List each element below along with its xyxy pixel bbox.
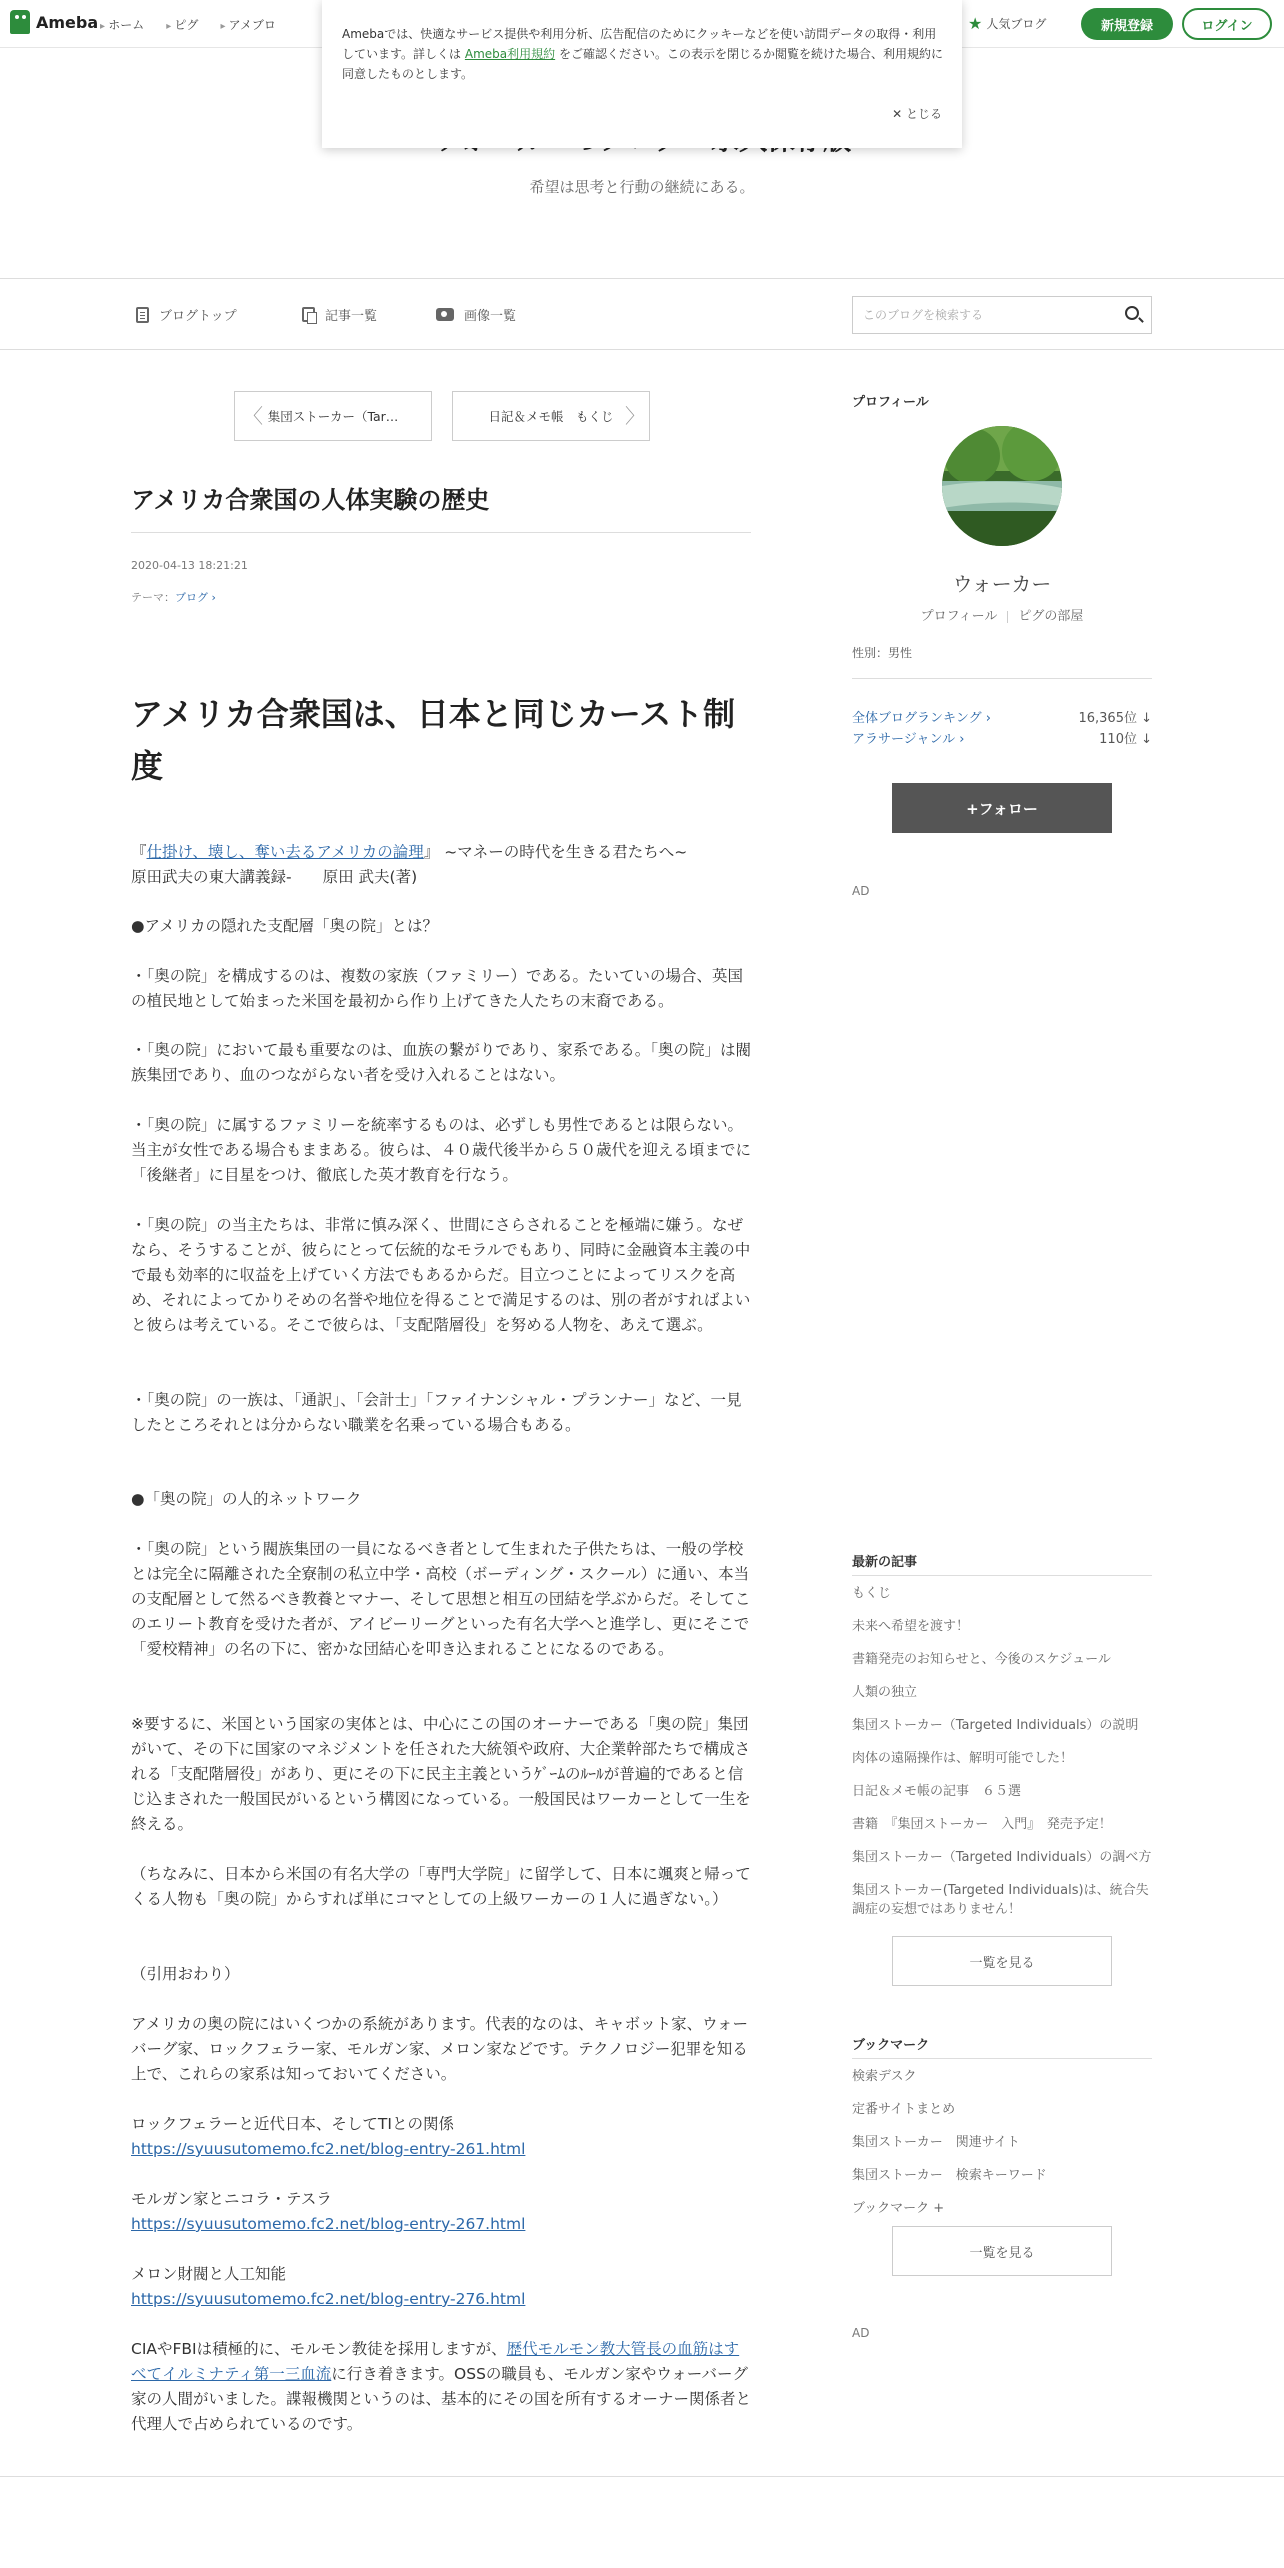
divider: [852, 2058, 1152, 2059]
bookmark-link[interactable]: 集団ストーカー 検索キーワード: [852, 2168, 1047, 2183]
bookmark-link[interactable]: 定番サイトまとめ: [852, 2102, 956, 2117]
reference-title: モルガン家とニコラ・テスラ: [131, 2190, 332, 2208]
article-list-link[interactable]: [302, 305, 377, 324]
paragraph: （引用おわり）: [131, 1965, 240, 1983]
book-link[interactable]: 仕掛け、壊し、奪い去るアメリカの論理: [146, 843, 424, 861]
recent-article-link[interactable]: 未来へ希望を渡す！: [852, 1619, 970, 1634]
terms-link[interactable]: Ameba利用規約: [464, 47, 556, 61]
search-icon[interactable]: [1125, 306, 1139, 320]
next-article-label: 日記＆メモ帳 もくじ: [488, 409, 614, 424]
reference-link[interactable]: https://syuusutomemo.fc2.net/blog-entry-276.html: [131, 2290, 526, 2308]
ranking-overall-link[interactable]: 全体ブログランキング ›: [852, 711, 991, 726]
paragraph: （ちなみに、日本から米国の有名大学の「専門大学院」に留学して、日本に颯爽と帰ってくる人物も「奥の院」からすれば単にコマとしての上級ワーカーの１人に過ぎない。）: [131, 1865, 751, 1908]
camera-icon: [436, 308, 454, 321]
document-icon: [136, 307, 149, 323]
blog-description: 希望は思考と行動の継続にある。: [529, 178, 755, 196]
signup-button[interactable]: 新規登録: [1081, 8, 1173, 40]
paragraph: ●アメリカの隠れた支配層「奥の院」とは？: [131, 917, 438, 935]
pig-room-link[interactable]: ピグの部屋: [1018, 609, 1084, 624]
theme-chevron-icon: ›: [208, 591, 216, 604]
popular-blog-label: 人気ブログ: [986, 17, 1047, 31]
bookmark-heading: ブックマーク: [852, 2038, 930, 2053]
bookmark-link[interactable]: ブックマーク +: [852, 2201, 945, 2216]
ranking-genre-label: アラサージャンル: [852, 732, 956, 747]
image-list-label: 画像一覧: [464, 309, 517, 324]
logo-text: Ameba: [36, 12, 99, 32]
book-open: 『: [131, 843, 147, 861]
inline-link[interactable]: 歴代モルモン教大管長の血筋はすべてイルミナティ第一三血流: [131, 2340, 740, 2383]
paragraph: ・「奥の院」の当主たちは、非常に慎み深く、世間にさらされることを極端に嫌う。なぜなら、そうすることが、彼らにとって伝統的なモラルでもあり、同時に金融資本主義の中で最も効率的に収益を上げていく方法でもあるからだ。目立つことによってリスクを高め、それによってかりそめの名誉や地位を得ることで満足するのは、別の者がすればよいと彼らは考えている。そこで彼らは、「支配階層役」を努める人物を、あえて選ぶ。: [131, 1216, 751, 1334]
recent-article-link[interactable]: 肉体の遠隔操作は、解明可能でした！: [852, 1751, 1074, 1766]
reference-title: メロン財閥と人工知能: [131, 2265, 287, 2283]
popular-blog-link[interactable]: [968, 15, 1046, 32]
footer-divider: [0, 2476, 1284, 2477]
paragraph: [131, 2337, 753, 2437]
image-list-link[interactable]: [436, 305, 516, 324]
article-heading: アメリカ合衆国は、日本と同じカースト制度: [131, 695, 736, 785]
star-icon: ★: [968, 13, 983, 33]
divider: [852, 1575, 1152, 1576]
next-article-button[interactable]: [452, 391, 650, 441]
copy-icon: [302, 307, 315, 322]
nav-home[interactable]: ▸ ホーム: [100, 16, 144, 33]
divider: [852, 678, 1152, 679]
paragraph: ●「奥の院」の人的ネットワーク: [131, 1490, 362, 1508]
blog-search-input[interactable]: [853, 297, 1103, 333]
reference-link[interactable]: https://syuusutomemo.fc2.net/blog-entry-261.html: [131, 2140, 526, 2158]
nav-pigg[interactable]: ▸ ピグ: [166, 16, 198, 33]
recent-article-link[interactable]: 人類の独立: [852, 1685, 918, 1700]
recent-article-link[interactable]: 集団ストーカー(Targeted Individuals)は、統合失調症の妄想ではありません！: [852, 1883, 1149, 1917]
paragraph-text: CIAやFBIは積極的に、モルモン教徒を採用しますが、: [131, 2340, 507, 2358]
chevron-right-icon: 〉: [625, 404, 645, 428]
avatar-image: [942, 426, 1062, 546]
prev-article-button[interactable]: [234, 391, 432, 441]
nav-ameblo[interactable]: ▸ アメブロ: [220, 16, 275, 33]
recent-article-link[interactable]: 書籍発売のお知らせと、今後のスケジュール: [852, 1652, 1111, 1667]
ameba-logo[interactable]: [10, 10, 98, 34]
paragraph: ・「奥の院」に属するファミリーを統率するものは、必ずしも男性であるとは限らない。当主が女性である場合もままある。彼らは、４０歳代後半から５０歳代を迎える頃までに「後継者」に目星をつけ、徹底した英才教育を行なう。: [131, 1116, 752, 1184]
theme-label: テーマ：: [131, 591, 175, 604]
ad-label: AD: [852, 884, 870, 898]
ameba-logo-icon: [10, 10, 30, 34]
blog-nav: [0, 278, 1284, 350]
book-reference: [131, 840, 753, 890]
cookie-notice: [322, 0, 962, 148]
chevron-left-icon: 〈: [243, 404, 263, 428]
reference-item: [131, 2187, 753, 2237]
book-close: 』 ~マネーの時代を生きる君たちへ~: [423, 843, 688, 861]
cookie-text-after: をご確認ください。この表示を閉じるか閲覧を続けた場合、利用規約に同意したものとします。: [342, 47, 943, 81]
title-divider: [131, 532, 751, 533]
profile-heading: プロフィール: [852, 395, 929, 410]
bookmark-link[interactable]: 検索デスク: [852, 2069, 917, 2084]
recent-article-link[interactable]: 日記＆メモ帳の記事 ６５選: [852, 1784, 1022, 1799]
profile-gender: 性別：男性: [852, 646, 913, 660]
recent-articles-list: [852, 1584, 1152, 1933]
bookmark-more-button[interactable]: 一覧を見る: [892, 2226, 1112, 2276]
prev-article-label: 集団ストーカー（Tar…: [267, 409, 399, 424]
paragraph: ・「奥の院」の一族は、「通訳」、「会計士」「ファイナンシャル・プランナー」など、一見したところそれとは分からない職業を名乗っている場合もある。: [131, 1391, 742, 1434]
paragraph: ・「奥の院」を構成するのは、複数の家族（ファミリー）である。たいていの場合、英国の植民地として始まった米国を最初から作り上げてきた人たちの末裔である。: [131, 967, 743, 1010]
article-date: 2020-04-13 18:21:21: [131, 559, 248, 572]
blog-top-link[interactable]: [136, 305, 237, 324]
reference-title: ロックフェラーと近代日本、そしてTIとの関係: [131, 2115, 454, 2133]
bookmark-list: [852, 2067, 1152, 2232]
recent-articles-heading: 最新の記事: [852, 1555, 918, 1570]
paragraph: ・「奥の院」という閥族集団の一員になるべき者として生まれた子供たちは、一般の学校とは完全に隔離された全寮制の私立中学・高校（ボーディング・スクール）に通い、本当の支配層として然るべき教養とマナー、そして思想と相互の団結を学ぶからだ。そしてこのエリート教育を受けた者が、アイビーリーグといった有名大学へと進学し、更にそこで「愛校精神」の名の下に、密かな団結心を叩き込まれることになるのである。: [131, 1540, 751, 1658]
login-button[interactable]: ログイン: [1182, 8, 1272, 40]
follow-button[interactable]: +フォロー: [892, 783, 1112, 833]
ranking-genre-value: 110位 ↓: [1099, 732, 1152, 747]
blog-top-label: ブログトップ: [159, 309, 237, 324]
paragraph: ※要するに、米国という国家の実体とは、中心にこの国のオーナーである「奥の院」集団がいて、その下に国家のマネジメントを任された大統領や政府、大企業幹部たちで構成される「支配階層役」があり、更にその下に民主主義というｹﾞｰﾑのﾙｰﾙが普遍的であると信じ込まされた一般国民がいるという構図になっている。一般国民はワーカーとして一生を終える。: [131, 1715, 751, 1833]
ranking-overall: [852, 707, 1152, 726]
theme-link[interactable]: ブログ: [175, 591, 208, 604]
ranking-overall-value: 16,365位 ↓: [1078, 711, 1152, 726]
article-title[interactable]: アメリカ合衆国の人体実験の歴史: [131, 486, 490, 514]
avatar[interactable]: [942, 426, 1062, 546]
profile-name[interactable]: ウォーカー: [952, 572, 1052, 596]
paragraph: アメリカの奥の院にはいくつかの系統があります。代表的なのは、キャボット家、ウォーバーグ家、ロックフェラー家、モルガン家、メロン家などです。テクノロジー犯罪を知る上で、これらの家系は知っておいてください。: [131, 2015, 749, 2083]
paragraph: ・「奥の院」において最も重要なのは、血族の繋がりであり、家系である。「奥の院」は閥族集団であり、血のつながらない者を受け入れることはない。: [131, 1041, 752, 1084]
bookmark-link[interactable]: 集団ストーカー 関連サイト: [852, 2135, 1020, 2150]
recent-article-link[interactable]: 集団ストーカー（Targeted Individuals）の説明: [852, 1718, 1139, 1733]
ranking-overall-label: 全体ブログランキング: [852, 711, 982, 726]
profile-link[interactable]: プロフィール: [920, 609, 998, 624]
recent-more-button[interactable]: 一覧を見る: [892, 1936, 1112, 1986]
cookie-text-before: Amebaでは、快適なサービス提供や利用分析、広告配信のためにクッキーなどを使い訪問データの取得・利用しています。詳しくは: [342, 27, 937, 61]
book-subtitle: 原田武夫の東大講義録- 原田 武夫(著): [131, 868, 418, 886]
reference-item: [131, 2262, 753, 2312]
cookie-text: [342, 24, 948, 84]
recent-article-link[interactable]: 集団ストーカー（Targeted Individuals）の調べ方: [852, 1850, 1152, 1865]
reference-link[interactable]: https://syuusutomemo.fc2.net/blog-entry-267.html: [131, 2215, 526, 2233]
ad-label: AD: [852, 2326, 870, 2340]
profile-links: [852, 605, 1152, 624]
article-list-label: 記事一覧: [325, 309, 378, 324]
divider: [1007, 611, 1008, 623]
recent-article-link[interactable]: 書籍 『集団ストーカー 入門』 発売予定！: [852, 1817, 1112, 1832]
ranking-genre-link[interactable]: アラサージャンル ›: [852, 732, 965, 747]
reference-item: [131, 2112, 753, 2162]
cookie-close-button[interactable]: ✕ とじる: [892, 107, 942, 121]
global-nav: [100, 16, 276, 33]
article-theme: [131, 589, 216, 605]
blog-search: [852, 296, 1152, 334]
recent-article-link[interactable]: もくじ: [852, 1586, 892, 1601]
ranking-genre: [852, 728, 1152, 747]
paragraph-text: に行き着きます。OSSの職員も、モルガン家やウォーバーグ家の人間がいました。諜報機関というのは、基本的にその国を所有するオーナー関係者と代理人で占められているのです。: [131, 2365, 752, 2433]
